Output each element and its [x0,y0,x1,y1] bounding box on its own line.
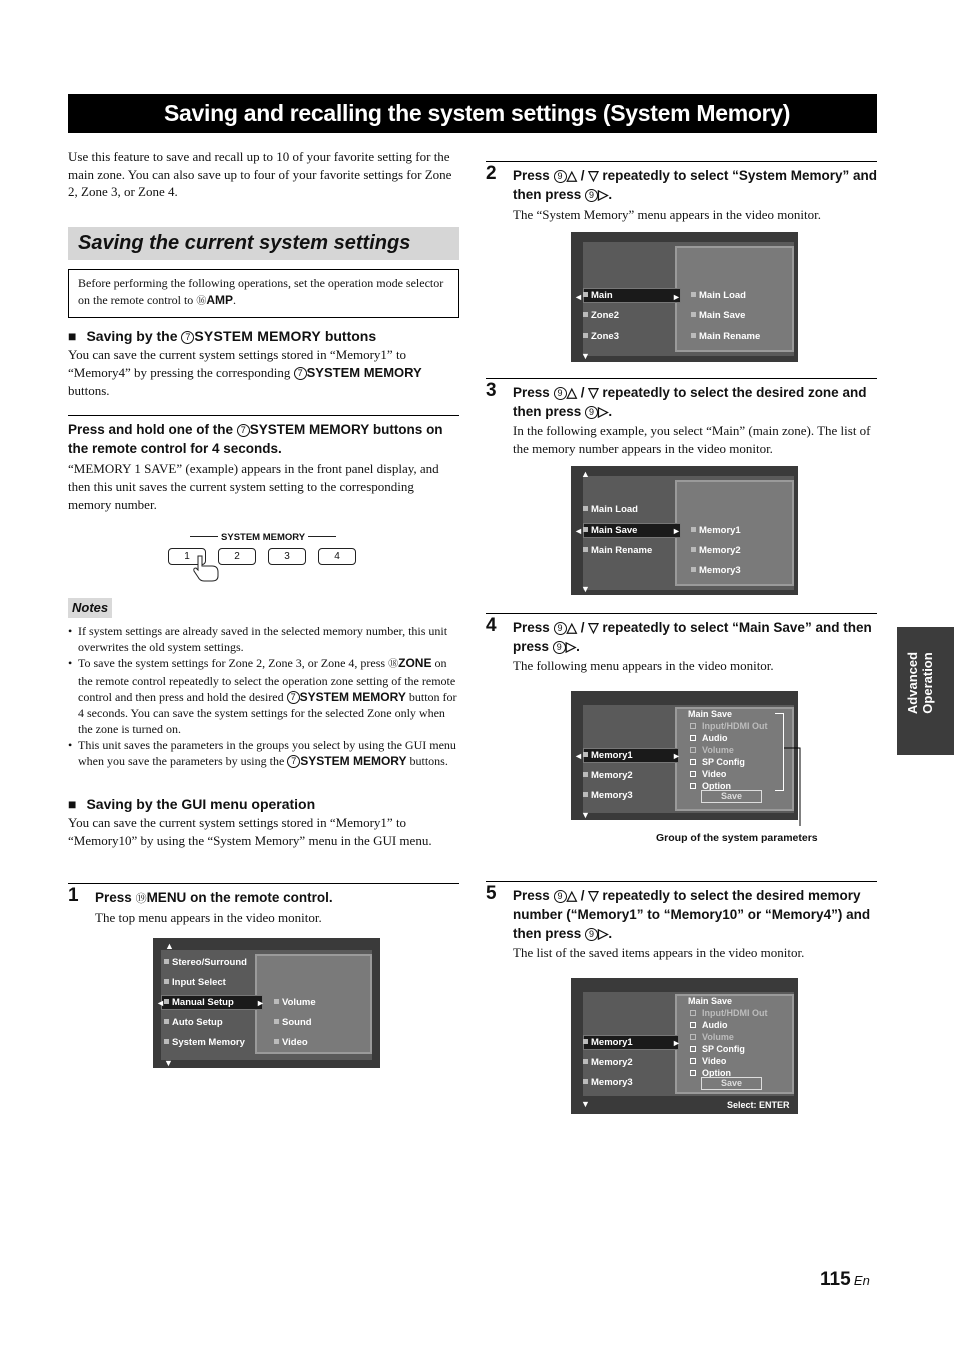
down-arrow-icon: ▼ [581,1099,590,1109]
instruction-text: repeatedly to select the desired zone and then press [513,385,867,419]
submenu-item: Sound [274,1017,312,1030]
submenu-item: Video [274,1037,308,1050]
panel-title: Main Save [688,996,733,1006]
arrow-keys-icon: △ / ▽ [566,620,599,635]
param-label: SP Config [702,1044,745,1054]
section-heading: Saving the current system settings [68,227,459,260]
submenu-item: Main Save [691,310,745,323]
step-3-body: In the following example, you select “Main” (main zone). The list of the memory number appears in the video monitor. [513,423,871,456]
press-hold-body: “MEMORY 1 SAVE” (example) appears in the front panel display, and then this unit saves the current system setting to the corresponding memory number. [68,461,439,512]
menu-item: Zone2 [583,310,619,323]
menu-item-selected: Manual Setup [164,997,234,1010]
caption-group-parameters: Group of the system parameters [656,832,818,844]
number-icon: 9 [554,387,567,400]
key-label: SYSTEM MEMORY [306,365,422,380]
step-number: 4 [486,615,497,636]
square-bullet-icon: ■ [68,328,77,344]
note-text: This unit saves the parameters in the groups you select by using the GUI menu when you save the parameters by using the [78,738,456,768]
key-label: SYSTEM MEMORY [249,422,370,437]
param-label: Input/HDMI Out [702,721,768,731]
number-icon: 7 [287,755,300,768]
param-label: Audio [702,733,728,743]
param-label: SP Config [702,757,745,767]
instruction-text: Press [95,890,132,905]
step-1-body: The top menu appears in the video monitor. [95,910,322,925]
down-arrow-icon: ▼ [581,810,590,820]
right-arrow-key-icon: ▷. [598,926,613,941]
menu-item: Main Rename [583,545,652,558]
key-label: ZONE [398,656,432,670]
finger-press-icon [192,554,222,582]
number-icon: 9 [585,189,598,202]
note-text: buttons. [409,754,448,768]
down-arrow-icon: ▼ [581,584,590,594]
number-icon: 7 [287,691,300,704]
menu-item: Memory2 [583,1057,633,1070]
param-item [690,1043,745,1055]
submenu-item: Main Load [691,290,746,303]
left-arrow-icon: ◄ [574,751,583,761]
param-item [690,1007,767,1019]
number-icon: 9 [554,170,567,183]
subheading-gui [68,795,315,814]
right-arrow-icon: ► [672,526,681,536]
memory-key-2: 2 [218,548,256,565]
param-item [690,756,745,768]
step-1-instruction [95,888,459,909]
notes-label-text: Notes [68,598,112,618]
right-arrow-icon: ► [672,1038,681,1048]
key-label: SYSTEM MEMORY [194,328,321,344]
menu-item-selected: Memory1 [583,1037,633,1050]
menu-item: Main Load [583,504,638,517]
keypad-label [168,532,358,545]
menu-item-selected: Main Save [583,525,637,538]
step-number: 5 [486,883,497,904]
step-2-instruction [513,166,877,204]
right-arrow-icon: ► [672,292,681,302]
note-item [68,737,459,769]
note-item [68,655,459,737]
up-arrow-icon: ▲ [581,469,590,479]
menu-item: Zone3 [583,331,619,344]
step-number: 2 [486,163,497,184]
bracket-leader-line [780,746,810,830]
subheading-text: Saving by the GUI menu operation [86,796,316,812]
down-arrow-icon: ▼ [581,351,590,361]
punct: . [232,293,236,307]
number-icon: 7 [181,331,194,344]
side-tab-line-1: Advanced [905,651,920,715]
system-memory-keypad [168,532,358,582]
key-label: SYSTEM MEMORY [300,754,407,768]
down-arrow-icon: ▼ [164,1058,173,1068]
step-4-instruction [513,618,877,656]
instruction-text: Press [513,385,550,400]
save-button: Save [701,1077,762,1090]
right-arrow-key-icon: ▷. [565,639,580,654]
number-icon: ⑲ [135,893,147,905]
number-icon: ⑯ [196,296,207,307]
param-label: Input/HDMI Out [702,1008,768,1018]
page-number [820,1267,870,1293]
gui-screen-saved-items [571,978,798,1114]
intro-text: Use this feature to save and recall up to 10 of your favorite setting for the main zone. You can also save up to four of your favorite settings for Zone 2, Zone 3, or Zone 4. [68,149,452,200]
left-arrow-icon: ◄ [574,292,583,302]
gui-screen-top-menu [153,938,380,1068]
side-tab [897,627,954,755]
param-label: Video [702,769,727,779]
note-box [68,269,459,318]
submenu-item: Memory1 [691,525,741,538]
key-label: MENU [146,890,187,905]
number-icon: 9 [553,641,566,654]
subheading-text: buttons [324,328,377,344]
note-text: To save the system settings for Zone 2, Zone 3, or Zone 4, press [78,656,386,670]
instruction-text: repeatedly to select “Main Save” and then press [513,620,872,654]
instruction-text: Press and hold one of the [68,422,234,437]
param-item [690,732,728,744]
screen-footer: Select: ENTER [727,1100,790,1110]
right-arrow-key-icon: ▷. [598,404,613,419]
left-arrow-icon: ◄ [156,998,165,1008]
memory-key-3: 3 [268,548,306,565]
submenu-item: Volume [274,997,316,1010]
menu-item: Memory2 [583,770,633,783]
arrow-keys-icon: △ / ▽ [566,888,599,903]
menu-item-selected: Memory1 [583,750,633,763]
param-label: Volume [702,1032,734,1042]
number-icon: 9 [585,928,598,941]
memory-key-1: 1 [168,548,206,565]
param-label: Option [702,1068,731,1078]
instruction-text: on the remote control. [190,890,333,905]
body-text: You can save the current system settings stored in “Memory1” to “Memory4” by pressing the corresponding [68,347,407,380]
page-number-value: 115 [820,1269,851,1290]
subheading-text: Saving by the [86,328,178,344]
notes-list [68,623,459,769]
instruction-text: Press [513,888,550,903]
menu-item-selected: Main [583,290,613,303]
number-icon: 7 [237,424,250,437]
memory-key-4: 4 [318,548,356,565]
instruction-text: repeatedly to select “System Memory” and then press [513,168,877,202]
subheading-system-memory [68,327,376,346]
param-label: Volume [702,745,734,755]
gui-screen-system-memory [571,232,798,362]
gui-screen-main-zone [571,466,798,595]
sub2-body: You can save the current system settings stored in “Memory1” to “Memory10” by using the “System Memory” menu in the GUI menu. [68,815,432,848]
instruction-text: buttons on the remote control for 4 seconds. [68,422,443,456]
instruction-text: Press [513,168,550,183]
menu-item: Auto Setup [164,1017,223,1030]
right-arrow-icon: ► [256,998,265,1008]
left-arrow-icon: ◄ [574,526,583,536]
key-label: SYSTEM MEMORY [299,690,406,704]
note-text: button for 4 seconds. You can save the system settings for the selected Zone only when the zone is turned on. [78,690,457,736]
menu-item: Input Select [164,977,226,990]
up-arrow-icon: ▲ [165,941,174,951]
step-number: 3 [486,380,497,401]
note-item: • If system settings are already saved in the selected memory number, this unit overwrites the old system settings. [68,623,459,655]
right-arrow-key-icon: ▷. [598,187,613,202]
menu-item: Memory3 [583,1077,633,1090]
panel-title: Main Save [688,709,733,719]
square-bullet-icon: ■ [68,796,77,812]
menu-item: System Memory [164,1037,245,1050]
page-language: En [853,1273,870,1288]
step-3-instruction [513,383,877,421]
keypad-label-text: SYSTEM MEMORY [221,532,305,543]
body-text: buttons. [68,383,110,398]
param-item [690,720,767,732]
step-2-body: The “System Memory” menu appears in the video monitor. [513,207,821,222]
param-item [690,1019,728,1031]
param-label: Option [702,781,731,791]
submenu-item: Memory2 [691,545,741,558]
number-icon: ⑱ [388,659,399,670]
note-text: Before performing the following operations, set the operation mode selector on the remote control to [78,276,444,307]
param-item [690,744,734,756]
note-text: on the remote control repeatedly to select the operation zone setting of the remote control and then press and hold the desired [78,656,456,704]
param-label: Video [702,1056,727,1066]
param-item [690,768,726,780]
submenu-item: Main Rename [691,331,760,344]
save-button: Save [701,790,762,803]
right-arrow-icon: ► [672,751,681,761]
gui-screen-main-save [571,691,798,820]
step-5-instruction [513,886,877,943]
arrow-keys-icon: △ / ▽ [566,385,599,400]
arrow-keys-icon: △ / ▽ [566,168,599,183]
step-number: 1 [68,885,79,906]
menu-item: Memory3 [583,790,633,803]
press-hold-instruction [68,420,459,458]
side-tab-line-2: Operation [920,652,935,714]
param-item [690,1055,726,1067]
instruction-text: repeatedly to select the desired memory number (“Memory1” to “Memory10” or “Memory4”) and then press [513,888,871,941]
notes-label [68,598,112,618]
number-icon: 9 [554,890,567,903]
number-icon: 9 [585,406,598,419]
param-item [690,1031,734,1043]
page-title: Saving and recalling the system settings (System Memory) [68,94,877,133]
submenu-item: Memory3 [691,565,741,578]
key-label: AMP [206,293,233,307]
instruction-text: Press [513,620,550,635]
step-4-body: The following menu appears in the video monitor. [513,658,774,673]
menu-item: Stereo/Surround [164,957,247,970]
number-icon: 9 [554,622,567,635]
number-icon: 7 [294,367,307,380]
param-label: Audio [702,1020,728,1030]
step-5-body: The list of the saved items appears in the video monitor. [513,945,805,960]
sub1-body [68,346,459,400]
